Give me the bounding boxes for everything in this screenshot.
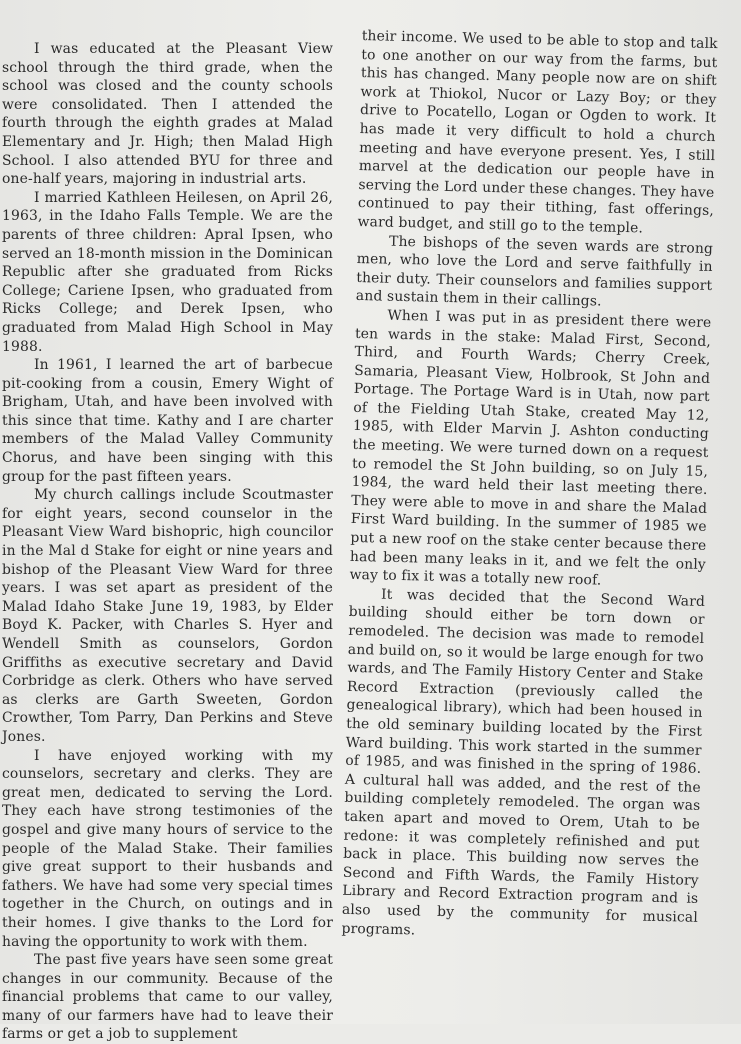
paragraph-bishops: The bishops of the seven wards are strong men, who love the Lord and serve faithfully in their duty. Their counselors and families support and sustain them in their callings. — [355, 233, 714, 310]
paragraph-church-callings: My church callings include Scoutmaster for eight years, second counselor in the Pleasant View Ward bishopric, high councilor in the Mal d Stake for eight or nine years and bishop of the Pleasant View Ward for three years. I was set apart as president of the Malad Idaho Stake June 19, 1983, by Elder Boyd K. Packer, with Charles S. Hyer and Wendell Smith as counselors, Gordon Griffiths as executive secretary and David Corbridge as clerk. Others who have served as clerks are Garth Sweeten, Gordon Crowther, Tom Parry, Dan Perkins and Steve Jones. — [2, 487, 333, 745]
paragraph-continuation: their income. We used to be able to stop and talk to one another on our way from the farms, but this has changed. Many people now are on shift work at Thiokol, Nucor or Lazy Boy; or they drive to Pocatello, Logan or Ogden to work. It has made it very difficult to hold a church meeting and have everyone present. Yes, I still marvel at the dedication our people have in serving the Lord under these changes. They have continued to pay their tithing, fast offerings, ward budget, and still go to the temple. — [357, 27, 718, 237]
paragraph-second-ward: It was decided that the Second Ward building should either be torn down or remodeled. The decision was made to remodel and build on, so it would be large enough for two wards, and The Family History Center and Stake Record Extraction (previously called the genealogical library), which had been housed in the old seminary building located by the First Ward building. This work started in the summer of 1985, and was finished in the spring of 1986. A cultural hall was added, and the rest of the building completely remodeled. The organ was taken apart and moved to Orem, Utah to be redone: it was completely refinished and put back in place. This building now serves the Second and Fifth Wards, the Family History Library and Record Extraction program and is also used by the community for musical programs. — [341, 586, 706, 938]
left-column — [2, 40, 333, 1044]
paragraph-counselors: I have enjoyed working with my counselors, secretary and clerks. They are great men, dedicated to serving the Lord. They each have strong testimonies of the gospel and give many hours of service to the people of the Malad Stake. Their families give great support to their husbands and fathers. We have had some very special times together in the Church, on outings and in their homes. I give thanks to the Lord for having the opportunity to work with them. — [2, 747, 333, 950]
paragraph-community-changes: The past five years have seen some great changes in our community. Because of the financial problems that came to our valley, many of our farmers have had to leave their farms or get a job to supplement — [2, 952, 333, 1043]
paragraph-wards: When I was put in as president there were ten wards in the stake: Malad First, Second, Third, and Fourth Wards; Cherry Creek, Samaria, Pleasant View, Holbrook, St John and Portage. The Portage Ward is in Utah, now part of the Fielding Utah Stake, created May 12, 1985, with Elder Marvin J. Ashton conducting the meeting. We were turned down on a request to remodel the St John building, so on July 15, 1984, the ward held their last meeting there. They were able to move in and share the Malad First Ward building. In the summer of 1985 we put a new roof on the stake center because there had been many leaks in it, and we felt the only way to fix it was a totally new roof. — [349, 307, 712, 589]
right-column — [341, 27, 718, 946]
paragraph-barbecue: In 1961, I learned the art of barbecue pit-cooking from a cousin, Emery Wight of Brigham, Utah, and have been involved with this since that time. Kathy and I are charter members of the Malad Valley Community Chorus, and have been singing with this group for the past fifteen years. — [2, 357, 333, 485]
paragraph-education: I was educated at the Pleasant View school through the third grade, when the school was closed and the county schools were consolidated. Then I attended the fourth through the eighth grades at Malad Elementary and Jr. High; then Malad High School. I also attended BYU for three and one-half years, majoring in industrial arts. — [2, 41, 333, 188]
paragraph-marriage: I married Kathleen Heilesen, on April 26, 1963, in the Idaho Falls Temple. We are the parents of three children: Apral Ipsen, who served an 18-month mission in the Dominican Republic after she graduated from Ricks College; Cariene Ipsen, who graduated from Ricks College; and Derek Ipsen, who graduated from Malad High School in May 1988. — [2, 189, 333, 355]
